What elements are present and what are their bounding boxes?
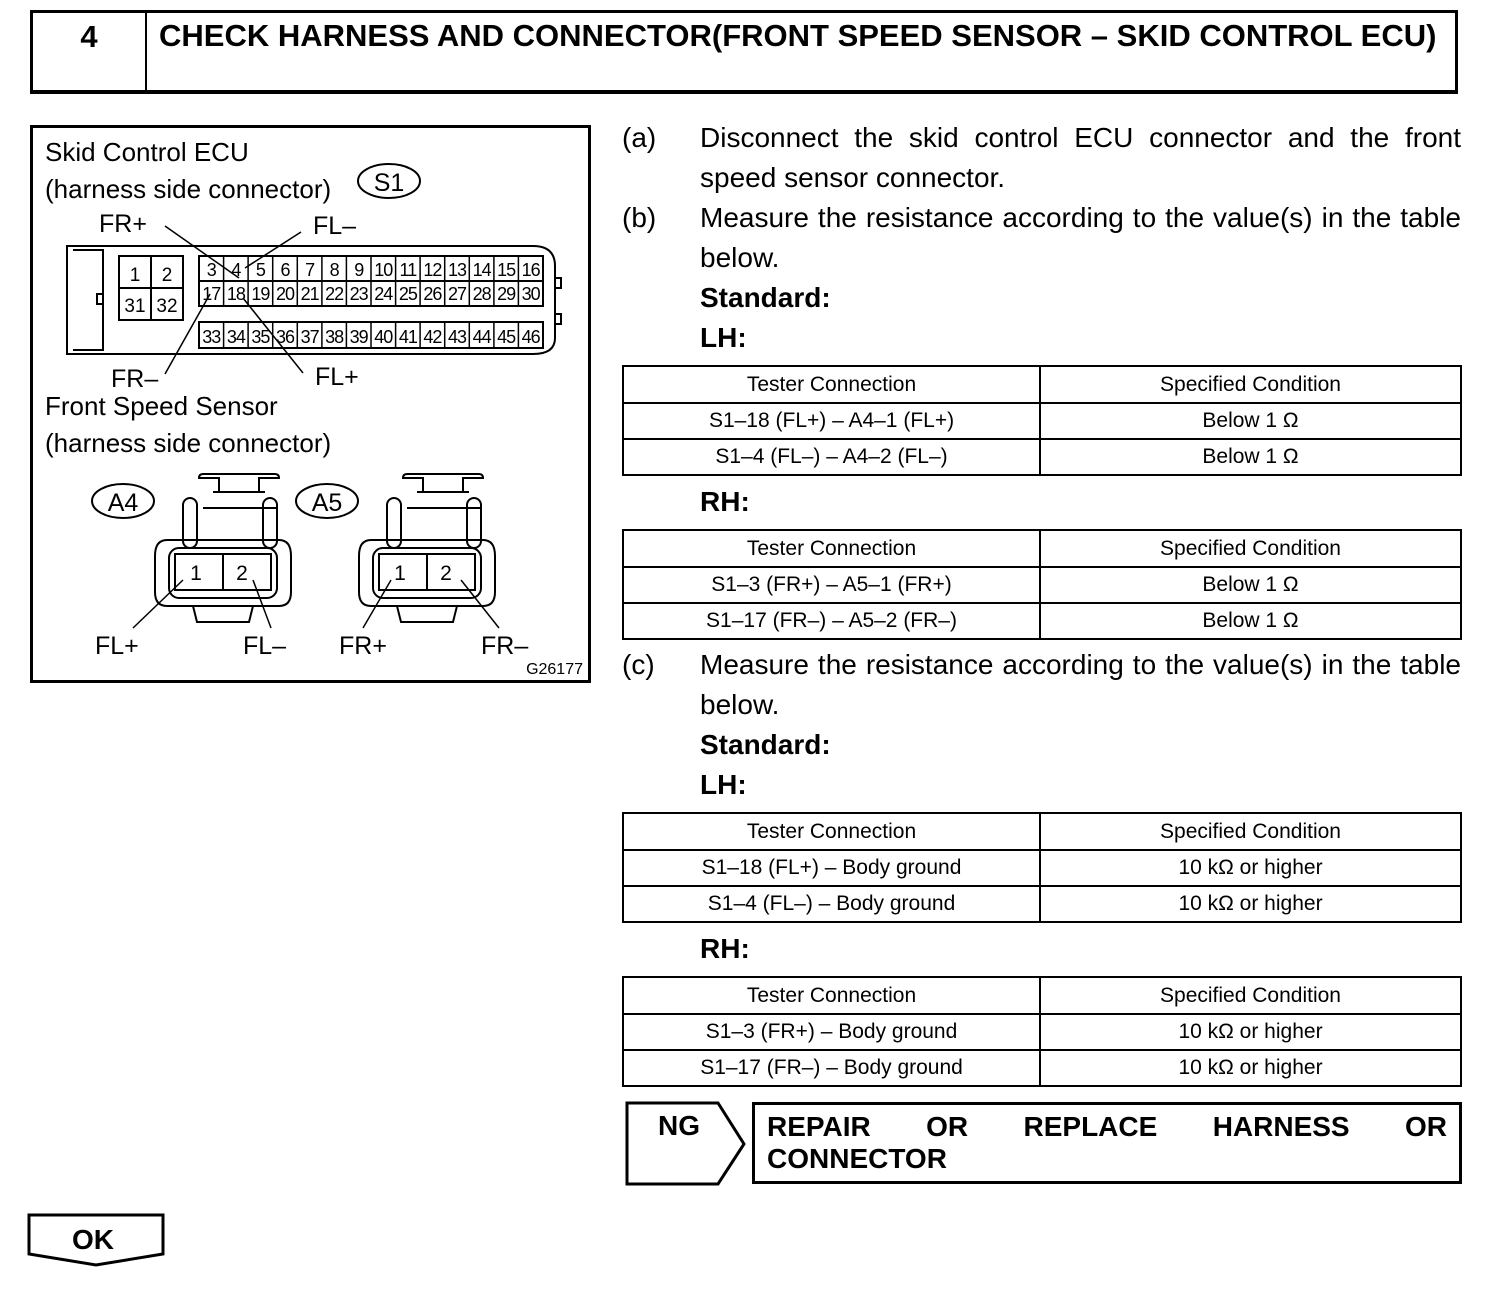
ecu-pin-26: 26: [423, 284, 442, 304]
label-fl-minus-top: FL–: [313, 212, 357, 240]
specified-condition-cell: 10 kΩ or higher: [1040, 850, 1461, 886]
table-header-row: [623, 977, 1461, 1014]
ecu-pin-33: 33: [202, 327, 221, 347]
step-c-text: Measure the resistance according to the value(s) in the table below.: [700, 649, 1461, 720]
ecu-pin-45: 45: [497, 327, 516, 347]
sensor-subtitle: (harness side connector): [45, 428, 332, 458]
ng-word: HARNESS: [1212, 1111, 1350, 1142]
specified-condition-cell: Below 1 Ω: [1040, 439, 1461, 475]
table-b-lh: [622, 365, 1462, 476]
ecu-pin-21: 21: [300, 284, 319, 304]
ecu-pin-42: 42: [423, 327, 442, 347]
table-header-row: [623, 813, 1461, 850]
label-fr-plus-top: FR+: [99, 210, 147, 238]
ecu-pin-15: 15: [497, 260, 516, 280]
tester-connection-cell: S1–3 (FR+) – Body ground: [623, 1014, 1040, 1050]
step-a-label: (a): [622, 122, 657, 153]
specified-condition-cell: Below 1 Ω: [1040, 603, 1461, 639]
ecu-pin-12: 12: [423, 260, 442, 280]
ecu-pin-34: 34: [226, 327, 245, 347]
step-b-label: (b): [622, 202, 657, 233]
ecu-pin-3: 3: [206, 260, 216, 280]
pin-31: 31: [124, 296, 146, 317]
pin-32: 32: [156, 296, 178, 317]
ecu-pin-41: 41: [398, 327, 417, 347]
pin-row-1: [207, 260, 541, 280]
a5-label-2: FR–: [481, 632, 529, 660]
ecu-pin-4: 4: [231, 260, 241, 280]
ecu-subtitle: (harness side connector): [45, 174, 332, 204]
specified-condition-cell: 10 kΩ or higher: [1040, 1014, 1461, 1050]
ecu-pin-29: 29: [497, 284, 516, 304]
ecu-pin-35: 35: [251, 327, 270, 347]
rh-label-c: RH:: [700, 933, 750, 964]
figure-code: G26177: [526, 661, 583, 678]
ecu-pin-6: 6: [280, 260, 290, 280]
ecu-pin-28: 28: [472, 284, 491, 304]
a4-pin-2: 2: [236, 562, 248, 585]
step-title: CHECK HARNESS AND CONNECTOR(FRONT SPEED SENSOR – SKID CONTROL ECU): [159, 18, 1437, 53]
step-number: 4: [33, 13, 147, 90]
ecu-pin-13: 13: [447, 260, 467, 280]
pin-2: 2: [161, 265, 173, 286]
specified-condition-cell: Below 1 Ω: [1040, 567, 1461, 603]
rh-label-b: RH:: [700, 486, 750, 517]
specified-condition-cell: 10 kΩ or higher: [1040, 886, 1461, 922]
header-specified-condition: Specified Condition: [1040, 530, 1461, 567]
table-header-row: [623, 530, 1461, 567]
ecu-pin-16: 16: [521, 260, 540, 280]
ecu-pin-25: 25: [398, 284, 417, 304]
table-row: [623, 850, 1461, 886]
ecu-pin-22: 22: [325, 284, 344, 304]
tester-connection-cell: S1–17 (FR–) – A5–2 (FR–): [623, 603, 1040, 639]
table-row: [623, 886, 1461, 922]
standard-label-c: Standard:: [700, 729, 831, 760]
table-c-lh: [622, 812, 1462, 923]
table-row: [623, 603, 1461, 639]
specified-condition-cell: Below 1 Ω: [1040, 403, 1461, 439]
table-row: [623, 1014, 1461, 1050]
ecu-pin-36: 36: [275, 327, 295, 347]
ecu-pin-18: 18: [226, 284, 245, 304]
connector-diagram: [30, 125, 591, 683]
ng-result-box: [752, 1102, 1462, 1184]
a5-label-1: FR+: [339, 632, 387, 660]
ecu-pin-38: 38: [325, 327, 344, 347]
header-specified-condition: Specified Condition: [1040, 977, 1461, 1014]
lh-label-b: LH:: [700, 322, 747, 353]
a4-label-1: FL+: [95, 632, 139, 660]
ecu-pin-10: 10: [374, 260, 393, 280]
table-row: [623, 567, 1461, 603]
ecu-pin-46: 46: [521, 327, 540, 347]
standard-label-b: Standard:: [700, 282, 831, 313]
ecu-pin-7: 7: [305, 260, 315, 280]
tester-connection-cell: S1–4 (FL–) – A4–2 (FL–): [623, 439, 1040, 475]
table-header-row: [623, 366, 1461, 403]
label-fl-plus-bottom: FL+: [315, 363, 359, 391]
tester-connection-cell: S1–18 (FL+) – Body ground: [623, 850, 1040, 886]
header-tester-connection: Tester Connection: [623, 977, 1040, 1014]
ecu-pin-14: 14: [472, 260, 491, 280]
ecu-pin-27: 27: [447, 284, 467, 304]
ng-word: OR: [926, 1111, 969, 1142]
ecu-pin-8: 8: [329, 260, 339, 280]
ng-label: NG: [658, 1110, 700, 1141]
header-specified-condition: Specified Condition: [1040, 366, 1461, 403]
header-specified-condition: Specified Condition: [1040, 813, 1461, 850]
header-tester-connection: Tester Connection: [623, 813, 1040, 850]
table-row: [623, 1050, 1461, 1086]
a5-id: A5: [311, 489, 343, 517]
tester-connection-cell: S1–18 (FL+) – A4–1 (FL+): [623, 403, 1040, 439]
ecu-pin-19: 19: [251, 284, 270, 304]
tester-connection-cell: S1–4 (FL–) – Body ground: [623, 886, 1040, 922]
a4-id: A4: [107, 489, 139, 517]
specified-condition-cell: 10 kΩ or higher: [1040, 1050, 1461, 1086]
ecu-pin-37: 37: [300, 327, 319, 347]
label-fr-minus-bottom: FR–: [111, 365, 159, 393]
connector-diagram-svg: [33, 128, 588, 680]
sensor-title: Front Speed Sensor: [45, 391, 278, 421]
ecu-pin-40: 40: [374, 327, 393, 347]
ecu-pin-9: 9: [354, 260, 364, 280]
a4-pin-1: 1: [190, 562, 202, 585]
step-header: [30, 10, 1458, 94]
ng-result-line-1: [767, 1111, 1447, 1143]
table-row: [623, 403, 1461, 439]
ecu-pin-43: 43: [447, 327, 467, 347]
ecu-pin-30: 30: [521, 284, 540, 304]
ecu-pin-11: 11: [399, 260, 417, 280]
ecu-pin-17: 17: [202, 284, 221, 304]
step-a-text: Disconnect the skid control ECU connector and the front speed sensor connector.: [700, 122, 1461, 193]
ecu-pin-44: 44: [472, 327, 491, 347]
ng-word: OR: [1405, 1111, 1447, 1142]
ecu-pin-24: 24: [374, 284, 393, 304]
ecu-pin-39: 39: [349, 327, 368, 347]
ng-word: REPAIR: [767, 1111, 871, 1142]
lh-label-c: LH:: [700, 769, 747, 800]
table-row: [623, 439, 1461, 475]
ecu-connector-id: S1: [373, 169, 405, 197]
header-tester-connection: Tester Connection: [623, 366, 1040, 403]
a5-pin-1: 1: [394, 562, 406, 585]
header-tester-connection: Tester Connection: [623, 530, 1040, 567]
step-c-label: (c): [622, 649, 655, 680]
table-c-rh: [622, 976, 1462, 1087]
ok-label: OK: [72, 1224, 114, 1255]
step-b-text: Measure the resistance according to the value(s) in the table below.: [700, 202, 1461, 273]
ecu-pin-23: 23: [349, 284, 368, 304]
ng-word: REPLACE: [1023, 1111, 1158, 1142]
table-b-rh: [622, 529, 1462, 640]
a5-pin-2: 2: [440, 562, 452, 585]
a5-leader-lines: [363, 580, 499, 628]
a4-connector-body: [155, 474, 291, 622]
ecu-title: Skid Control ECU: [45, 137, 249, 167]
ecu-pin-20: 20: [275, 284, 295, 304]
ecu-pin-5: 5: [255, 260, 265, 280]
tester-connection-cell: S1–3 (FR+) – A5–1 (FR+): [623, 567, 1040, 603]
tester-connection-cell: S1–17 (FR–) – Body ground: [623, 1050, 1040, 1086]
pin-1: 1: [129, 265, 141, 286]
ng-result-line-2: CONNECTOR: [767, 1143, 947, 1174]
a4-label-2: FL–: [243, 632, 287, 660]
